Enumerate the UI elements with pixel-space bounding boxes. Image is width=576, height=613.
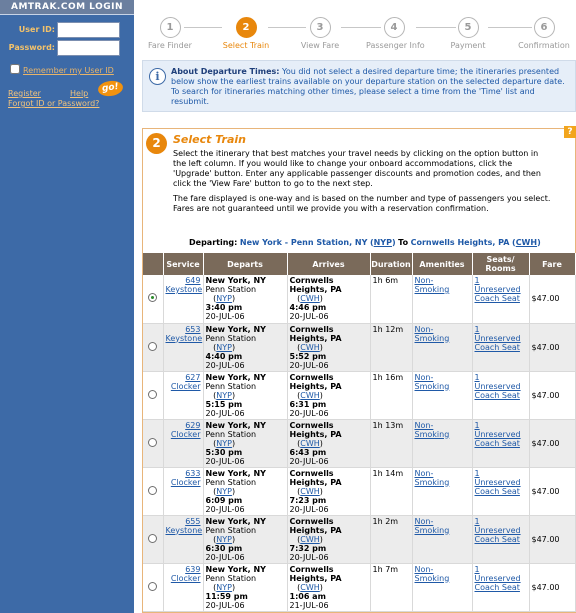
step-label: View Fare [300,41,340,50]
arrive-time: 1:06 am [289,591,326,601]
step-number: 4 [384,17,405,38]
train-radio[interactable] [148,342,157,351]
amenity-link[interactable]: Smoking [414,333,450,343]
depart-city: New York, NY [205,372,266,382]
table-row [143,371,575,419]
fare-cell: $47.00 [529,371,575,419]
amenities-cell [412,419,472,467]
arrive-city: Cornwells Heights, PA [289,372,342,391]
step-4 [366,17,425,50]
arrive-date: 21-JUL-06 [289,600,329,610]
depart-date: 20-JUL-06 [205,600,245,610]
go-button[interactable]: go! [97,79,124,97]
service-name-link[interactable]: Clocker [170,381,201,391]
depart-time: 3:40 pm [205,303,243,312]
arrive-code-link[interactable]: CWH [300,438,320,448]
amenity-link[interactable]: Smoking [414,477,450,487]
seats-cell [472,515,529,563]
to-label: To [398,238,409,247]
arrive-date: 20-JUL-06 [289,552,329,562]
arrive-date: 20-JUL-06 [289,504,329,514]
step-1 [142,17,198,50]
arrive-code-link[interactable]: CWH [300,390,320,400]
depart-city: New York, NY [205,564,266,574]
arrive-code-link[interactable]: CWH [300,294,320,303]
seat-link[interactable]: 1 Unreserved [474,372,521,391]
seat-link[interactable]: Coach Seat [474,486,520,496]
service-cell [163,467,203,515]
seat-link[interactable]: 1 Unreserved [474,324,521,343]
duration-cell: 1h 13m [370,419,412,467]
user-id-row [0,22,134,39]
amenity-link[interactable]: Smoking [414,573,450,583]
depart-date: 20-JUL-06 [205,504,245,514]
arrive-date: 20-JUL-06 [289,312,329,321]
remember-user-id[interactable] [10,64,114,75]
help-link[interactable]: Help [70,89,89,98]
train-radio[interactable] [148,293,157,302]
col-fare: Fare [529,253,575,275]
train-radio[interactable] [148,438,157,447]
arrive-code-link[interactable]: CWH [300,486,320,496]
seat-link[interactable]: 1 Unreserved [474,420,521,439]
amenities-cell [412,323,472,371]
select-cell [143,275,163,323]
seat-link[interactable]: Coach Seat [474,582,520,592]
train-number-link[interactable]: 639 [185,564,201,574]
arrive-city: Cornwells Heights, PA [289,276,342,294]
depart-date: 20-JUL-06 [205,552,245,562]
from-station: New York - Penn Station, NY [239,238,368,247]
amenity-link[interactable]: Non- [414,468,434,478]
train-number-link[interactable]: 627 [185,372,201,382]
select-cell [143,371,163,419]
seats-cell [472,275,529,323]
depart-city: New York, NY [205,516,266,526]
instructions-text: Select the itinerary that best matches your travel needs by clicking on the option button in the left column. If you would like to change your onboard accommodations, click the 'Upgrade' button. Enter any applicable passenger discounts and promotion codes, and then click the 'View Fare' button to go to the next step. [173,149,541,188]
panel-title: Select Train [173,133,246,146]
step-label: Payment [450,41,486,50]
step-number: 2 [236,17,257,38]
service-name-link[interactable]: Clocker [170,429,201,439]
arrive-code-link[interactable]: CWH [300,534,320,544]
fare-disclaimer-text: The fare displayed is one-way and is based on the number and type of passengers you select. Fares are not guaranteed until we provide you with a reservation confirmation. [173,194,551,213]
col-arrives: Arrives [287,253,370,275]
arrive-date: 20-JUL-06 [289,360,329,370]
seats-cell [472,563,529,611]
departs-cell: New York, NY Penn Station (NYP) 6:30 pm 20-JUL-06 [203,515,287,563]
depart-code-link[interactable]: NYP [216,534,232,544]
seat-link[interactable]: 1 Unreserved [474,564,521,583]
register-link[interactable]: Register [8,89,41,98]
from-code-link[interactable]: NYP [373,238,392,247]
arrive-city: Cornwells Heights, PA [289,324,342,343]
arrive-date: 20-JUL-06 [289,456,329,466]
forgot-id-link[interactable]: Forgot ID or Password? [8,99,100,108]
departs-cell: New York, NY Penn Station (NYP) 4:40 pm 20-JUL-06 [203,323,287,371]
depart-time: 4:40 pm [205,351,243,361]
step-number: 3 [310,17,331,38]
fare-cell: $47.00 [529,467,575,515]
table-header [143,253,575,275]
train-radio[interactable] [148,582,157,591]
user-id-input[interactable] [57,22,120,38]
to-station: Cornwells Heights, PA [410,238,510,247]
departs-cell: New York, NY Penn Station (NYP) 5:30 pm 20-JUL-06 [203,419,287,467]
departs-cell: New York, NY Penn Station (NYP) 6:09 pm 20-JUL-06 [203,467,287,515]
remember-label: Remember my User ID [23,66,114,75]
arrive-time: 4:46 pm [289,303,327,312]
seat-link[interactable]: 1 Unreserved [474,468,521,487]
depart-station: Penn Station [205,285,257,294]
step-number-badge: 2 [146,133,167,154]
train-radio[interactable] [148,534,157,543]
fare-cell: $47.00 [529,275,575,323]
depart-time: 5:15 pm [205,399,243,409]
depart-city: New York, NY [205,324,266,334]
arrives-cell: Cornwells Heights, PA (CWH) 7:32 pm 20-JUL-06 [287,515,370,563]
seat-link[interactable]: Coach Seat [474,534,520,544]
to-code-link[interactable]: CWH [515,238,538,247]
table-row [143,419,575,467]
duration-cell: 1h 6m [370,275,412,323]
step-5 [440,17,496,50]
service-name-link[interactable]: Clocker [170,573,201,583]
departure-times-info [142,60,576,112]
amenity-link[interactable]: Non- [414,324,434,334]
login-title: AMTRAK.COM LOGIN [0,0,134,15]
table-row [143,275,575,323]
select-train-panel [142,128,576,613]
arrives-cell: Cornwells Heights, PA (CWH) 4:46 pm 20-JUL-06 [287,275,370,323]
seat-link[interactable]: 1 Unreserved [474,276,521,294]
depart-time: 5:30 pm [205,447,243,457]
info-title: About Departure Times: [171,67,280,76]
seat-link[interactable]: 1 Unreserved [474,516,521,535]
step-6 [516,17,572,50]
depart-station: Penn Station [205,477,257,487]
depart-code-link[interactable]: NYP [216,390,232,400]
amenity-link[interactable]: Smoking [414,285,450,294]
select-cell [143,563,163,611]
fare-cell: $47.00 [529,419,575,467]
arrive-city: Cornwells Heights, PA [289,420,342,439]
seats-cell [472,419,529,467]
amenity-link[interactable]: Smoking [414,429,450,439]
user-id-label: User ID: [18,25,55,34]
step-3 [292,17,348,50]
depart-code-link[interactable]: NYP [216,486,232,496]
depart-station: Penn Station [205,525,257,535]
step-label: Confirmation [518,41,570,50]
col-service: Service [163,253,203,275]
amenity-link[interactable]: Smoking [414,381,450,391]
password-row [0,40,134,57]
amenity-link[interactable]: Non- [414,420,434,430]
amenities-cell [412,515,472,563]
remember-checkbox[interactable] [10,64,20,74]
train-number-link[interactable]: 649 [185,276,201,285]
arrive-code-link[interactable]: CWH [300,342,320,352]
arrive-time: 5:52 pm [289,351,327,361]
amenity-link[interactable]: Non- [414,276,434,285]
depart-city: New York, NY [205,468,266,478]
arrives-cell: Cornwells Heights, PA (CWH) 7:23 pm 20-JUL-06 [287,467,370,515]
arrive-code-link[interactable]: CWH [300,582,320,592]
info-body: You did not select a desired departure time; the itineraries presented below show the earliest trains available on your departure station on the selected departure date. To search for itineraries matching other times, please select a time from the 'Time' list and resubmit. [171,67,565,106]
amenities-cell [412,371,472,419]
depart-date: 20-JUL-06 [205,360,245,370]
select-cell [143,515,163,563]
depart-station: Penn Station [205,381,257,391]
arrive-city: Cornwells Heights, PA [289,468,342,487]
seats-cell [472,371,529,419]
amenity-link[interactable]: Non- [414,372,434,382]
amenities-cell [412,275,472,323]
table-row [143,563,575,611]
select-cell [143,323,163,371]
col-departs: Departs [203,253,287,275]
depart-station: Penn Station [205,573,257,583]
seats-cell [472,323,529,371]
seats-cell [472,467,529,515]
fare-cell: $47.00 [529,563,575,611]
departs-cell: New York, NY Penn Station (NYP) 5:15 pm 20-JUL-06 [203,371,287,419]
amenity-link[interactable]: Smoking [414,525,450,535]
service-cell [163,275,203,323]
depart-code-link[interactable]: NYP [216,294,232,303]
info-text [171,67,571,107]
train-number-link[interactable]: 653 [185,324,201,334]
duration-cell: 1h 16m [370,371,412,419]
arrives-cell: Cornwells Heights, PA (CWH) 6:43 pm 20-JUL-06 [287,419,370,467]
arrive-time: 7:23 pm [289,495,327,505]
departs-cell: New York, NY Penn Station (NYP) 3:40 pm 20-JUL-06 [203,275,287,323]
depart-date: 20-JUL-06 [205,312,245,321]
step-label: Passenger Info [366,41,425,50]
table-row [143,323,575,371]
depart-time: 11:59 pm [205,591,248,601]
amenity-link[interactable]: Non- [414,516,434,526]
help-icon[interactable]: ? [564,126,576,138]
service-name-link[interactable]: Keystone [165,285,203,294]
arrives-cell: Cornwells Heights, PA (CWH) 1:06 am 21-JUL-06 [287,563,370,611]
arrive-city: Cornwells Heights, PA [289,564,342,583]
service-name-link[interactable]: Keystone [165,333,203,343]
arrive-date: 20-JUL-06 [289,408,329,418]
arrive-time: 7:32 pm [289,543,327,553]
depart-station: Penn Station [205,333,257,343]
depart-code-link[interactable]: NYP [216,582,232,592]
duration-cell: 1h 7m [370,563,412,611]
departing-summary: Departing: New York - Penn Station, NY (NYP) To Cornwells Heights, PA (CWH) [189,238,541,247]
arrives-cell: Cornwells Heights, PA (CWH) 5:52 pm 20-JUL-06 [287,323,370,371]
service-cell [163,371,203,419]
depart-time: 6:30 pm [205,543,243,553]
train-table [143,253,576,612]
password-label: Password: [8,43,55,52]
fare-cell: $47.00 [529,323,575,371]
col-seats-rooms: Seats/ Rooms [472,253,529,275]
service-cell [163,563,203,611]
col-amenities: Amenities [412,253,472,275]
amenities-cell [412,467,472,515]
password-input[interactable] [57,40,120,56]
train-radio[interactable] [148,390,157,399]
login-sidebar [0,0,134,613]
seat-link[interactable]: Coach Seat [474,342,520,352]
step-number: 1 [160,17,181,38]
departs-cell: New York, NY Penn Station (NYP) 11:59 pm 20-JUL-06 [203,563,287,611]
train-radio[interactable] [148,486,157,495]
step-label: Select Train [222,41,270,50]
service-cell [163,419,203,467]
depart-code-link[interactable]: NYP [216,342,232,352]
table-row [143,467,575,515]
arrives-cell: Cornwells Heights, PA (CWH) 6:31 pm 20-JUL-06 [287,371,370,419]
train-number-link[interactable]: 655 [185,516,201,526]
depart-city: New York, NY [205,276,266,285]
service-cell [163,323,203,371]
amenities-cell [412,563,472,611]
arrive-time: 6:31 pm [289,399,327,409]
col-duration: Duration [370,253,412,275]
step-number: 6 [534,17,555,38]
service-cell [163,515,203,563]
depart-station: Penn Station [205,429,257,439]
info-icon: i [149,68,166,85]
arrive-time: 6:43 pm [289,447,327,457]
depart-time: 6:09 pm [205,495,243,505]
step-label: Fare Finder [148,41,192,50]
depart-date: 20-JUL-06 [205,456,245,466]
arrive-city: Cornwells Heights, PA [289,516,342,535]
train-number-link[interactable]: 633 [185,468,201,478]
service-name-link[interactable]: Clocker [170,477,201,487]
depart-city: New York, NY [205,420,266,430]
fare-cell: $47.00 [529,515,575,563]
step-number: 5 [458,17,479,38]
amenity-link[interactable]: Non- [414,564,434,574]
duration-cell: 1h 12m [370,323,412,371]
duration-cell: 1h 2m [370,515,412,563]
depart-date: 20-JUL-06 [205,408,245,418]
service-name-link[interactable]: Keystone [165,525,203,535]
seat-link[interactable]: Coach Seat [474,294,520,303]
train-number-link[interactable]: 629 [185,420,201,430]
depart-code-link[interactable]: NYP [216,438,232,448]
select-cell [143,419,163,467]
departing-label: Departing: [189,238,238,247]
seat-link[interactable]: Coach Seat [474,438,520,448]
seat-link[interactable]: Coach Seat [474,390,520,400]
col-select [143,253,163,275]
select-cell [143,467,163,515]
duration-cell: 1h 14m [370,467,412,515]
step-2 [218,17,274,50]
table-row [143,515,575,563]
